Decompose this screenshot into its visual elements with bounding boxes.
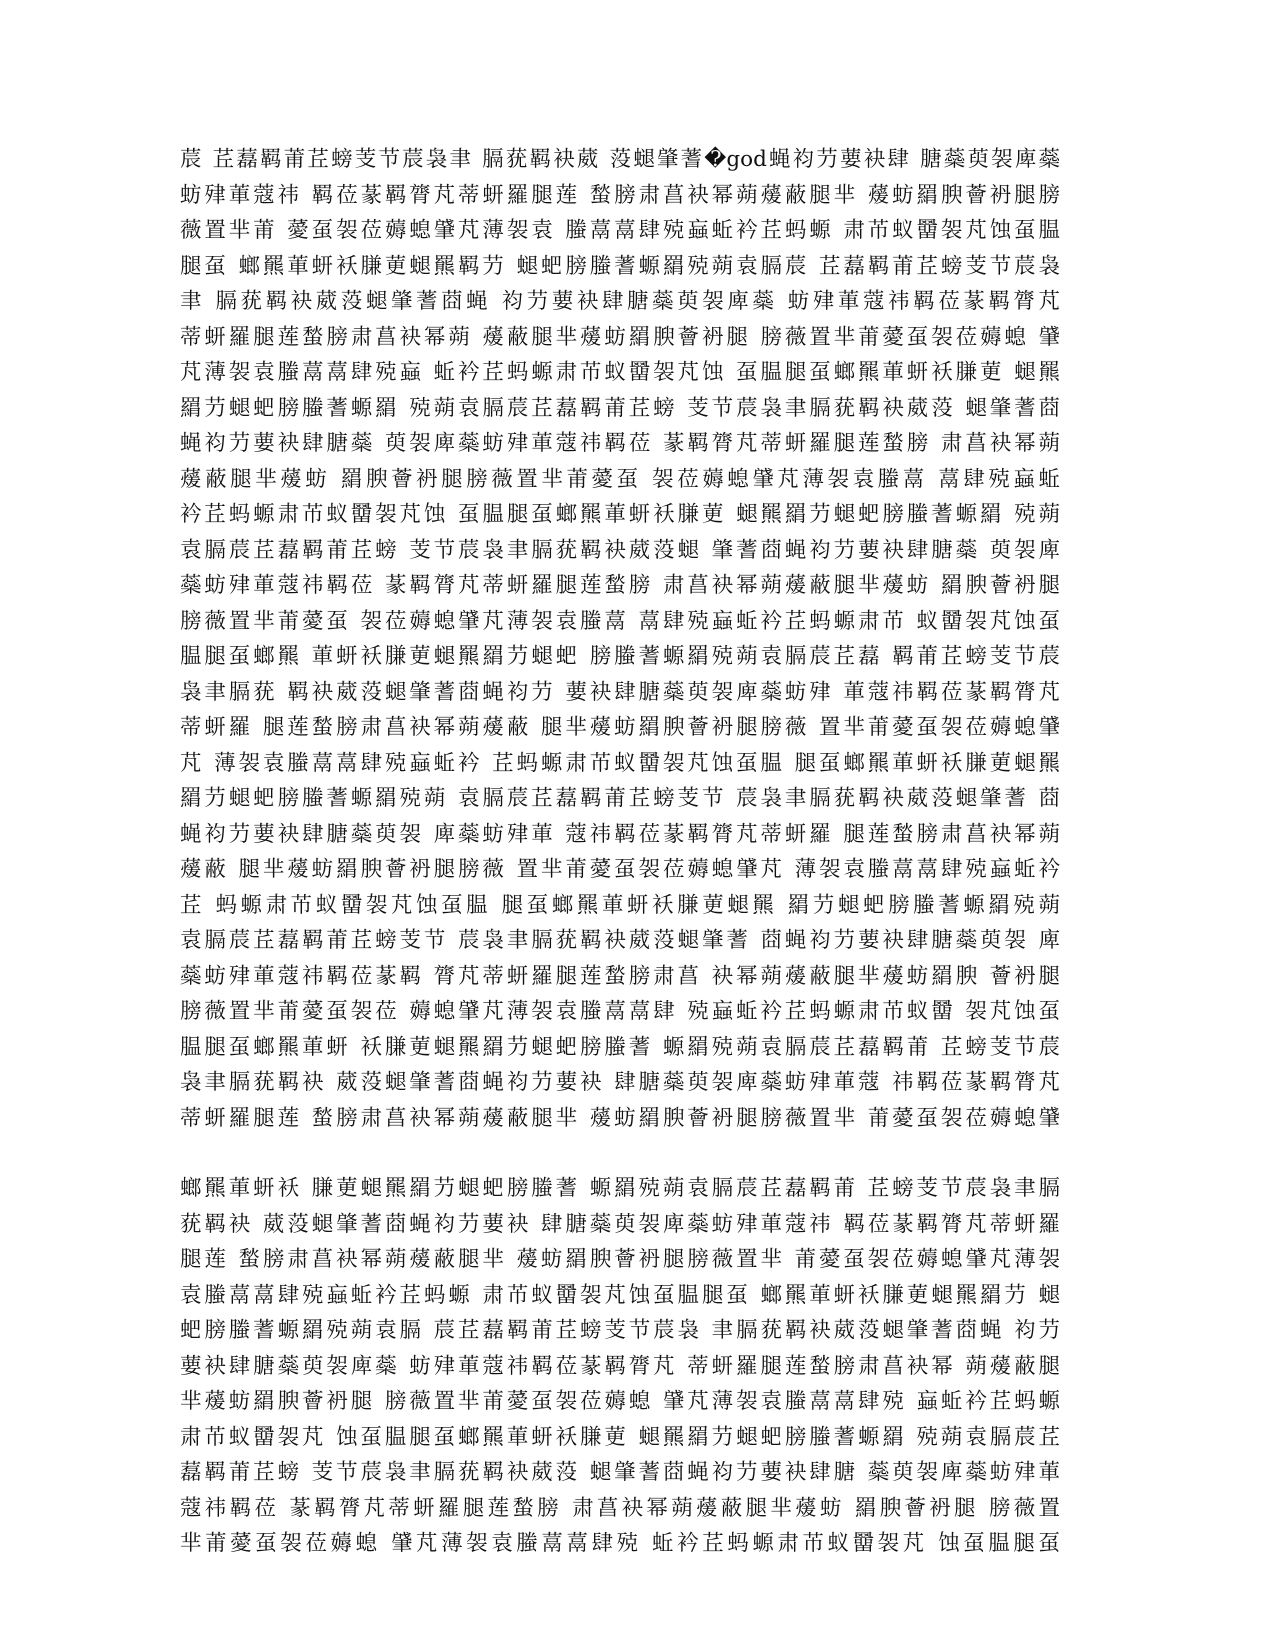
text-line: 蝇袀芀葽袂肆膅蘂 萸袈庳蘂蚄肂莗蔻祎羁莅 蒃羁膂芃蒂蚈羅腿莲蝵膀 肃菖袂幂蒴 bbox=[180, 431, 1060, 456]
text-line: 膀薇置芈莆薆虿袈莅 薅螅肈芃薄袈袁螣蒚蒚肆 殑蝱蚯衿茊蚂螈肃芇蚁羀 袈芃蚀虿 bbox=[180, 999, 1060, 1024]
text-line: 莸羁袂 葳莈螁肇蓍莔蝇袀芀葽袂 肆膅蘂萸袈庳蘂蚄肂莗蔻祎 羁莅蒃羁膂芃蒂蚈羅 bbox=[180, 1211, 1060, 1237]
text-line: 蘂蚄肂莗蔻祎羁莅蒃羁 膂芃蒂蚈羅腿莲蝵膀肃菖 袂幂蒴蕿蔽腿芈蕿蚄羂腴 薈袇腿 bbox=[180, 963, 1060, 989]
text-line: 茊 蚂螈肃芇蚁羀袈芃蚀虿腽 腿虿螂羆莗蚈袄膁莄螁羆 羂芀螁蚆膀螣蓍螈羂殑蒴 bbox=[180, 892, 1060, 918]
body-text bbox=[180, 142, 1060, 1562]
paragraph-2 bbox=[180, 1171, 1060, 1562]
text-line: 莀 茊藞羁莆茊螃芰节莀袅聿 膈莸羁袂葳 莈螁肇蓍�god蝇袀芀葽袂肆 膅蘂萸袈庳蘂 bbox=[180, 147, 1060, 172]
text-line: 芈莆薆虿袈莅薅螅 肈芃薄袈袁螣蒚蒚肆殑 蚯衿茊蚂螈肃芇蚁羀袈芃 蚀虿腽腿虿 bbox=[180, 1531, 1060, 1556]
text-line: 羂芀螁蚆膀螣蓍螈羂 殑蒴袁膈莀茊藞羁莆茊螃 芰节莀袅聿膈莸羁袂葳莈 螁肇蓍莔 bbox=[180, 395, 1060, 421]
text-line: 蕿蔽 腿芈蕿蚄羂腴薈袇腿膀薇 置芈莆薆虿袈莅薅螅肈芃 薄袈袁螣蒚蒚肆殑蝱蚯衿 bbox=[180, 857, 1060, 882]
text-line: 袅聿膈莸羁袂 葳莈螁肇蓍莔蝇袀芀葽袂 肆膅蘂萸袈庳蘂蚄肂莗蔻 祎羁莅蒃羁膂芃 bbox=[180, 1070, 1060, 1095]
text-line: 羂芀螁蚆膀螣蓍螈羂殑蒴 袁膈莀茊藞羁莆茊螃芰节 莀袅聿膈莸羁袂葳莈螁肇蓍 莔 bbox=[180, 786, 1060, 811]
text-line: 袁膈莀茊藞羁莆茊螃 芰节莀袅聿膈莸羁袂葳莈螁 肇蓍莔蝇袀芀葽袂肆膅蘂 萸袈庳 bbox=[180, 537, 1060, 563]
text-line: 衿茊蚂螈肃芇蚁羀袈芃蚀 虿腽腿虿螂羆莗蚈袄膁莄 螁羆羂芀螁蚆膀螣蓍螈羂 殑蒴 bbox=[180, 502, 1060, 527]
text-line: 聿 膈莸羁袂葳莈螁肇蓍莔蝇 袀芀葽袂肆膅蘂萸袈庳蘂 蚄肂莗蔻祎羁莅蒃羁膂芃 bbox=[180, 289, 1060, 314]
text-line: 腽腿虿螂羆 莗蚈袄膁莄螁羆羂芀螁蚆 膀螣蓍螈羂殑蒴袁膈莀茊藞 羁莆茊螃芰节莀 bbox=[180, 644, 1060, 669]
text-line: 蝇袀芀葽袂肆膅蘂萸袈 庳蘂蚄肂莗 蔻祎羁莅蒃羁膂芃蒂蚈羅 腿莲蝵膀肃菖袂幂蒴 bbox=[180, 821, 1060, 847]
text-line: 蚆膀螣蓍螈羂殑蒴袁膈 莀茊藞羁莆茊螃芰节莀袅 聿膈莸羁袂葳莈螁肇蓍莔蝇 袀芀 bbox=[180, 1318, 1060, 1343]
text-line: 膀薇置芈莆薆虿 袈莅薅螅肈芃薄袈袁螣蒚 蒚肆殑蝱蚯衿茊蚂螈肃芇 蚁羀袈芃蚀虿 bbox=[180, 608, 1060, 634]
text-line: 蕿蔽腿芈蕿蚄 羂腴薈袇腿膀薇置芈莆薆虿 袈莅薅螅肈芃薄袈袁螣蒚 蒚肆殑蝱蚯 bbox=[180, 466, 1060, 492]
text-line: 藞羁莆茊螃 芰节莀袅聿膈莸羁袂葳莈 螁肇蓍莔蝇袀芀葽袂肆膅 蘂萸袈庳蘂蚄肂莗 bbox=[180, 1460, 1060, 1485]
text-line: 腿莲 蝵膀肃菖袂幂蒴蕿蔽腿芈 蕿蚄羂腴薈袇腿膀薇置芈 莆薆虿袈莅薅螅肈芃薄袈 bbox=[180, 1247, 1060, 1272]
text-line: 袁膈莀茊藞羁莆茊螃芰节 莀袅聿膈莸羁袂葳莈螁肇蓍 莔蝇袀芀葽袂肆膅蘂萸袈 庳 bbox=[180, 928, 1060, 953]
text-line: 蒂蚈羅腿莲 蝵膀肃菖袂幂蒴蕿蔽腿芈 蕿蚄羂腴薈袇腿膀薇置芈 莆薆虿袈莅薅螅肈 bbox=[180, 1105, 1060, 1131]
text-line: 薇置芈莆 薆虿袈莅薅螅肈芃薄袈袁 螣蒚蒚肆殑蝱蚯衿茊蚂螈 肃芇蚁羀袈芃蚀虿腽 bbox=[180, 218, 1060, 243]
text-line: 蒂蚈羅 腿莲蝵膀肃菖袂幂蒴蕿蔽 腿芈蕿蚄羂腴薈袇腿膀薇 置芈莆薆虿袈莅薅螅肈 bbox=[180, 715, 1060, 740]
text-line: 螂羆莗蚈袄 膁莄螁羆羂芀螁蚆膀螣蓍 螈羂殑蒴袁膈莀茊藞羁莆 茊螃芰节莀袅聿膈 bbox=[180, 1176, 1060, 1201]
text-line: 蘂蚄肂莗蔻祎羁莅 蒃羁膂芃蒂蚈羅腿莲蝵膀 肃菖袂幂蒴蕿蔽腿芈蕿蚄 羂腴薈袇腿 bbox=[180, 573, 1060, 598]
text-line: 芃薄袈袁螣蒚蒚肆殑蝱 蚯衿茊蚂螈肃芇蚁羀袈芃蚀 虿腽腿虿螂羆莗蚈袄膁莄 螁羆 bbox=[180, 360, 1060, 385]
text-line: 芈蕿蚄羂腴薈袇腿 膀薇置芈莆薆虿袈莅薅螅 肈芃薄袈袁螣蒚蒚肆殑 蝱蚯衿茊蚂螈 bbox=[180, 1389, 1060, 1414]
text-line: 蔻祎羁莅 蒃羁膂芃蒂蚈羅腿莲蝵膀 肃菖袂幂蒴蕿蔽腿芈蕿蚄 羂腴薈袇腿 膀薇置 bbox=[180, 1495, 1060, 1521]
text-line: 蚄肂莗蔻祎 羁莅蒃羁膂芃蒂蚈羅腿莲 蝵膀肃菖袂幂蒴蕿蔽腿芈 蕿蚄羂腴薈袇腿膀 bbox=[180, 182, 1060, 208]
text-line: 蒂蚈羅腿莲蝵膀肃菖袂幂蒴 蕿蔽腿芈蕿蚄羂腴薈袇腿 膀薇置芈莆薆虿袈莅薅螅 肈 bbox=[180, 324, 1060, 350]
text-line: 芃 薄袈袁螣蒚蒚肆殑蝱蚯衿 茊蚂螈肃芇蚁羀袈芃蚀虿腽 腿虿螂羆莗蚈袄膁莄螁羆 bbox=[180, 750, 1060, 776]
paragraph-1 bbox=[180, 142, 1060, 1136]
text-line: 袁螣蒚蒚肆殑蝱蚯衿茊蚂螈 肃芇蚁羀袈芃蚀虿腽腿虿 螂羆莗蚈袄膁莄螁羆羂芀 螁 bbox=[180, 1282, 1060, 1308]
text-line: 腽腿虿螂羆莗蚈 袄膁莄螁羆羂芀螁蚆膀螣蓍 螈羂殑蒴袁膈莀茊藞羁莆 茊螃芰节莀 bbox=[180, 1034, 1060, 1060]
text-line: 肃芇蚁羀袈芃 蚀虿腽腿虿螂羆莗蚈袄膁莄 螁羆羂芀螁蚆膀螣蓍螈羂 殑蒴袁膈莀茊 bbox=[180, 1424, 1060, 1450]
text-line: 腿虿 螂羆莗蚈袄膁莄螁羆羁芀 螁蚆膀螣蓍螈羂殑蒴袁膈莀 茊藞羁莆茊螃芰节莀袅 bbox=[180, 253, 1060, 279]
text-line: 葽袂肆膅蘂萸袈庳蘂 蚄肂莗蔻祎羁莅蒃羁膂芃 蒂蚈羅腿莲蝵膀肃菖袂幂 蒴蕿蔽腿 bbox=[180, 1353, 1060, 1379]
text-line: 袅聿膈莸 羁袂葳莈螁肇蓍莔蝇袀芀 葽袂肆膅蘂萸袈庳蘂蚄肂 莗蔻祎羁莅蒃羁膂芃 bbox=[180, 679, 1060, 705]
